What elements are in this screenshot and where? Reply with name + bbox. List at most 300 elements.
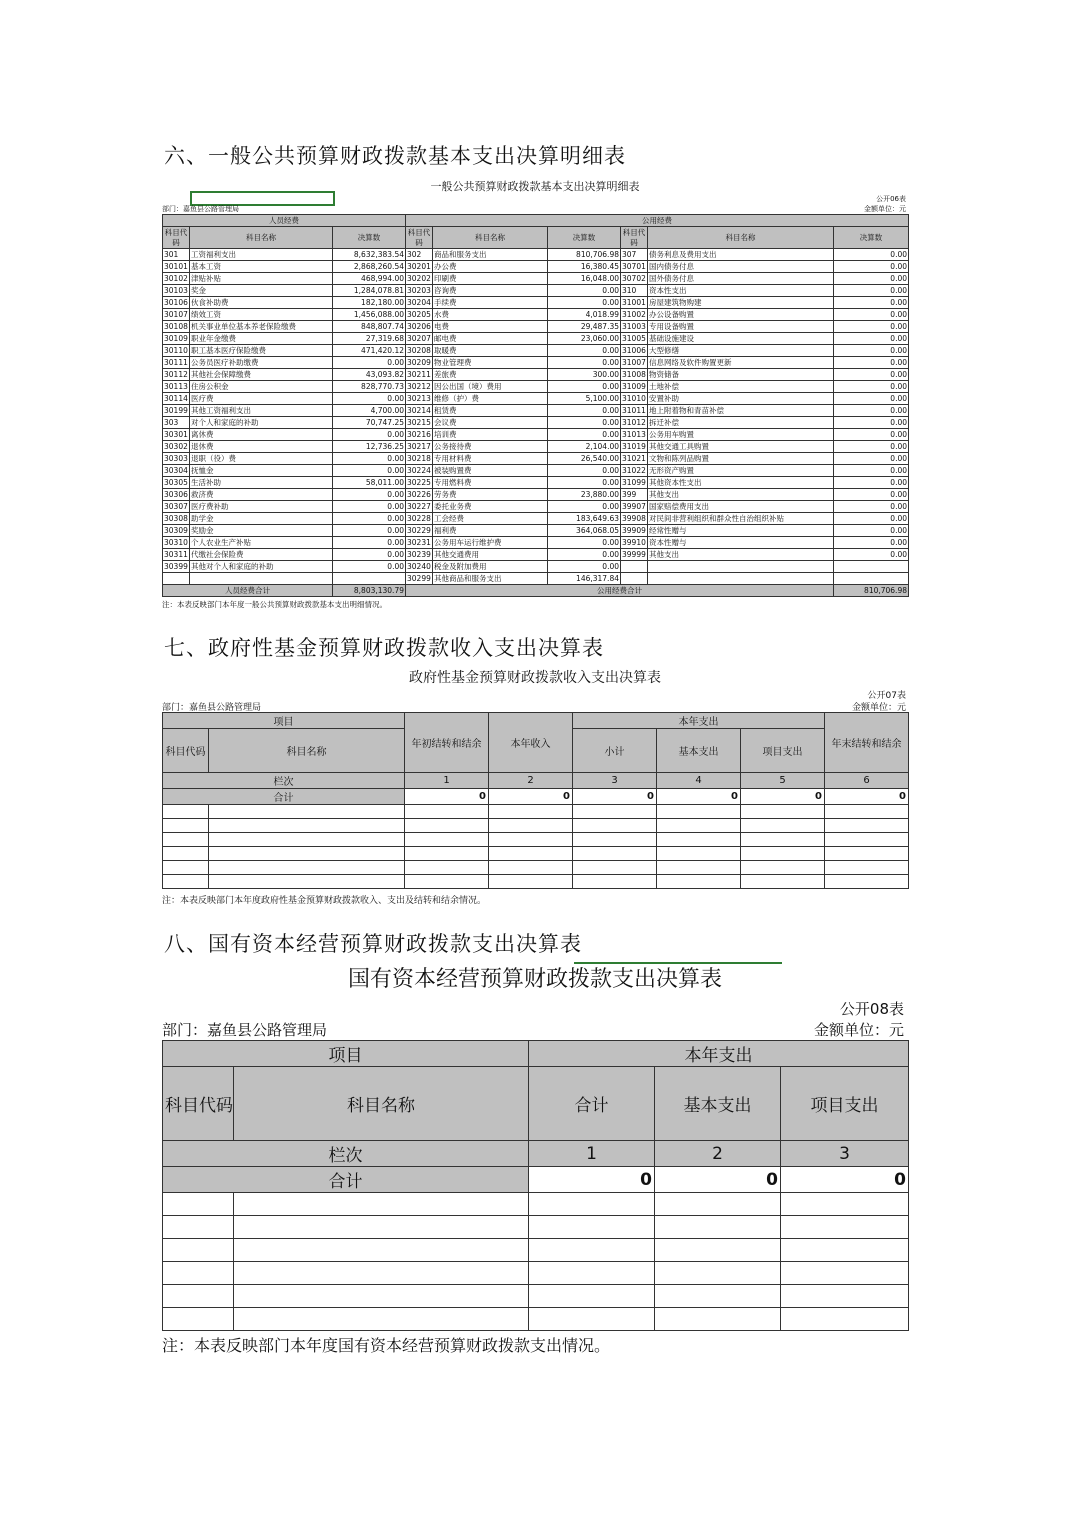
table-cell: 30217 (407, 442, 431, 451)
empty-cell (234, 1262, 529, 1285)
empty-cell (405, 861, 489, 875)
table6-note: 注：本表反映部门本年度一般公共预算财政拨款基本支出明细情况。 (162, 600, 387, 609)
t7-total: 0 (825, 789, 909, 805)
table-cell: 伙食补助费 (190, 297, 333, 309)
empty-cell (825, 847, 909, 861)
table-cell: 30201 (407, 262, 431, 271)
t8-total: 0 (655, 1167, 781, 1193)
table-cell: 工会经费 (433, 513, 548, 525)
table-cell: 0.00 (333, 357, 406, 369)
table-cell: 0.00 (834, 501, 909, 513)
empty-cell (234, 1216, 529, 1239)
table-cell: 8,632,383.54 (333, 249, 406, 261)
table-cell: 差旅费 (433, 369, 548, 381)
empty-row (163, 1262, 909, 1285)
table-cell: 30216 (407, 430, 431, 439)
table-cell: 福利费 (433, 525, 548, 537)
t7-subtotal: 小计 (573, 729, 657, 773)
table-cell: 公务用车购置 (648, 429, 834, 441)
empty-cell (741, 861, 825, 875)
table-cell: 绩效工资 (190, 309, 333, 321)
table-cell: 0.00 (834, 429, 909, 441)
table-cell: 31007 (622, 358, 646, 367)
table-cell: 0.00 (548, 357, 621, 369)
table6-sheet (162, 176, 908, 610)
table-cell: 310 (621, 285, 648, 297)
table-cell: 31002 (622, 310, 646, 319)
table-row (163, 489, 909, 501)
table-cell: 0.00 (834, 273, 909, 285)
table-row (163, 309, 909, 321)
table-cell (834, 561, 909, 573)
table-cell: 39999 (622, 550, 646, 559)
table-cell: 其他对个人和家庭的补助 (190, 561, 333, 573)
empty-cell (655, 1285, 781, 1308)
table-cell: 安置补助 (648, 393, 834, 405)
table-cell: 43,093.82 (333, 369, 406, 381)
table-row (163, 537, 909, 549)
t7-total: 0 (573, 789, 657, 805)
table-cell: 公务用车运行维护费 (433, 537, 548, 549)
empty-cell (163, 1308, 234, 1331)
table-cell: 0.00 (834, 489, 909, 501)
table-cell: 39907 (622, 502, 646, 511)
table7-title: 政府性基金预算财政拨款收入支出决算表 (409, 670, 661, 686)
empty-cell (657, 833, 741, 847)
cell-selection (574, 962, 782, 964)
t7-total: 0 (657, 789, 741, 805)
table6-dept: 部门：嘉鱼县公路管理局 (162, 205, 239, 213)
empty-cell (163, 833, 209, 847)
table-row (163, 369, 909, 381)
table-cell: 0.00 (834, 333, 909, 345)
col-amount: 决算数 (834, 227, 909, 249)
table-cell: 物业管理费 (433, 357, 548, 369)
table-cell: 代缴社会保险费 (190, 549, 333, 561)
empty-cell (825, 875, 909, 889)
col-amount: 决算数 (333, 227, 406, 249)
table7 (162, 712, 909, 889)
empty-cell (163, 1216, 234, 1239)
table-cell (621, 573, 648, 585)
table-cell: 30101 (164, 262, 188, 271)
table-row (163, 381, 909, 393)
table-cell: 31008 (622, 370, 646, 379)
table-cell: 23,060.00 (548, 333, 621, 345)
table8-unit: 金额单位：元 (813, 1021, 904, 1039)
table-cell: 39910 (622, 538, 646, 547)
empty-cell (741, 875, 825, 889)
table7-unit: 金额单位：元 (851, 703, 906, 713)
table-cell: 30206 (407, 322, 431, 331)
table-cell: 0.00 (333, 465, 406, 477)
table-cell: 办公费 (433, 261, 548, 273)
table-cell: 30302 (164, 442, 188, 451)
table-cell: 0.00 (333, 453, 406, 465)
table-cell: 30311 (164, 550, 188, 559)
table-cell: 30108 (164, 322, 188, 331)
table8-note: 注：本表反映部门本年度国有资本经营预算财政拨款支出情况。 (162, 1336, 611, 1355)
empty-cell (529, 1285, 655, 1308)
table-cell: 奖励金 (190, 525, 333, 537)
empty-row (163, 833, 909, 847)
table-cell: 30209 (407, 358, 431, 367)
table-cell: 30111 (164, 358, 188, 367)
table-cell: 劳务费 (433, 489, 548, 501)
empty-cell (163, 819, 209, 833)
empty-cell (825, 805, 909, 819)
empty-row (163, 1239, 909, 1262)
table-cell: 退职（役）费 (190, 453, 333, 465)
empty-cell (209, 861, 405, 875)
table-cell: 维修（护）费 (433, 393, 548, 405)
t8-total-col: 合计 (529, 1067, 655, 1141)
empty-cell (529, 1239, 655, 1262)
table-cell: 30112 (164, 370, 188, 379)
t7-expense: 本年支出 (573, 713, 825, 729)
empty-cell (657, 861, 741, 875)
table-cell: 培训费 (433, 429, 548, 441)
table-cell: 30304 (164, 466, 188, 475)
empty-cell (234, 1285, 529, 1308)
table-cell: 848,807.74 (333, 321, 406, 333)
table-row (163, 417, 909, 429)
table-cell: 印刷费 (433, 273, 548, 285)
empty-cell (657, 875, 741, 889)
table-cell: 无形资产购置 (648, 465, 834, 477)
t8-expense: 本年支出 (529, 1041, 909, 1067)
table-cell: 30211 (407, 370, 431, 379)
t8-project: 项目支出 (781, 1067, 909, 1141)
table-cell: 39908 (622, 514, 646, 523)
table8-form-no: 公开08表 (839, 1000, 904, 1018)
table-cell: 救济费 (190, 489, 333, 501)
table-cell: 31021 (622, 454, 646, 463)
empty-cell (825, 819, 909, 833)
empty-cell (781, 1262, 909, 1285)
empty-cell (655, 1239, 781, 1262)
t7-income: 本年收入 (489, 713, 573, 773)
t7-colno: 4 (657, 773, 741, 789)
t8-code: 科目代码 (163, 1067, 234, 1141)
table-cell: 5,100.00 (548, 393, 621, 405)
empty-cell (209, 833, 405, 847)
t7-item: 项目 (163, 713, 405, 729)
table-row (163, 573, 909, 585)
table-cell: 土地补偿 (648, 381, 834, 393)
col-code: 科目代码 (163, 227, 190, 249)
table-row (163, 465, 909, 477)
empty-row (163, 1308, 909, 1331)
table-cell: 307 (621, 249, 648, 261)
t7-project: 项目支出 (741, 729, 825, 773)
empty-cell (209, 805, 405, 819)
table-cell: 30218 (407, 454, 431, 463)
table-cell: 30215 (407, 418, 431, 427)
table-cell: 办公设备购置 (648, 309, 834, 321)
table-cell: 30308 (164, 514, 188, 523)
table-row (163, 501, 909, 513)
table-cell: 0.00 (333, 393, 406, 405)
empty-cell (741, 819, 825, 833)
table6 (162, 214, 909, 597)
empty-cell (781, 1239, 909, 1262)
empty-cell (234, 1308, 529, 1331)
table-cell: 退休费 (190, 441, 333, 453)
table-cell: 30226 (407, 490, 431, 499)
table-cell: 0.00 (333, 501, 406, 513)
empty-cell (573, 833, 657, 847)
table-row (163, 285, 909, 297)
col-code: 科目代码 (621, 227, 648, 249)
empty-cell (529, 1216, 655, 1239)
empty-cell (573, 861, 657, 875)
empty-cell (163, 805, 209, 819)
t7-name: 科目名称 (209, 729, 405, 773)
table-cell: 咨询费 (433, 285, 548, 297)
table-cell: 30203 (407, 286, 431, 295)
table-cell: 810,706.98 (548, 249, 621, 261)
empty-cell (489, 847, 573, 861)
table-cell: 拆迁补偿 (648, 417, 834, 429)
table-cell: 1,456,088.00 (333, 309, 406, 321)
table-cell (333, 573, 406, 585)
table-cell: 471,420.12 (333, 345, 406, 357)
table-cell: 国家赔偿费用支出 (648, 501, 834, 513)
empty-cell (657, 805, 741, 819)
empty-cell (405, 805, 489, 819)
table-cell: 其他工资福利支出 (190, 405, 333, 417)
empty-cell (655, 1216, 781, 1239)
table-cell: 0.00 (834, 357, 909, 369)
table8-dept: 部门：嘉鱼县公路管理局 (162, 1021, 328, 1039)
empty-cell (163, 1285, 234, 1308)
table-cell: 房屋建筑物购建 (648, 297, 834, 309)
empty-cell (781, 1285, 909, 1308)
table-cell: 专用燃料费 (433, 477, 548, 489)
table-cell: 委托业务费 (433, 501, 548, 513)
table-cell: 0.00 (834, 393, 909, 405)
empty-cell (741, 847, 825, 861)
table-cell: 0.00 (834, 249, 909, 261)
col-amount: 决算数 (548, 227, 621, 249)
table-cell: 30214 (407, 406, 431, 415)
table6-title: 一般公共预算财政拨款基本支出决算明细表 (430, 180, 640, 193)
table-cell: 30702 (622, 274, 646, 283)
table-cell: 399 (621, 489, 648, 501)
empty-cell (825, 833, 909, 847)
table-row (163, 453, 909, 465)
table-cell (648, 561, 834, 573)
table-cell: 医疗费 (190, 393, 333, 405)
table-cell: 468,994.00 (333, 273, 406, 285)
empty-cell (489, 861, 573, 875)
table-cell: 职工基本医疗保险缴费 (190, 345, 333, 357)
table-cell: 364,068.05 (548, 525, 621, 537)
table-cell: 2,868,260.54 (333, 261, 406, 273)
table8-title: 国有资本经营预算财政拨款支出决算表 (347, 967, 722, 992)
table-cell: 30399 (164, 562, 188, 571)
table-cell: 0.00 (834, 369, 909, 381)
table-cell: 0.00 (834, 261, 909, 273)
empty-cell (573, 819, 657, 833)
table-cell: 30239 (407, 550, 431, 559)
table-cell: 0.00 (834, 345, 909, 357)
table-cell: 30299 (407, 574, 431, 583)
empty-cell (489, 819, 573, 833)
table-cell: 0.00 (834, 549, 909, 561)
table-cell: 机关事业单位基本养老保险缴费 (190, 321, 333, 333)
t7-total: 0 (405, 789, 489, 805)
personnel-header: 人员经费 (163, 215, 406, 227)
table-cell: 30306 (164, 490, 188, 499)
table-cell: 30307 (164, 502, 188, 511)
table-cell: 津贴补贴 (190, 273, 333, 285)
table6-unit: 金额单位：元 (864, 205, 906, 213)
empty-row (163, 805, 909, 819)
empty-cell (234, 1193, 529, 1216)
table-cell: 国外债务付息 (648, 273, 834, 285)
empty-row (163, 1193, 909, 1216)
table-cell: 抚恤金 (190, 465, 333, 477)
table-cell: 182,180.00 (333, 297, 406, 309)
empty-cell (163, 1239, 234, 1262)
table-cell: 0.00 (548, 501, 621, 513)
table-row (163, 549, 909, 561)
t8-colno-label: 栏次 (163, 1141, 529, 1167)
table-cell: 其他社会保障缴费 (190, 369, 333, 381)
table-cell: 30204 (407, 298, 431, 307)
table-cell: 0.00 (333, 489, 406, 501)
table-cell (163, 573, 190, 585)
table-cell: 300.00 (548, 369, 621, 381)
empty-cell (529, 1193, 655, 1216)
table-cell: 职业年金缴费 (190, 333, 333, 345)
section-heading-6: 六、一般公共预算财政拨款基本支出决算明细表 (164, 144, 626, 168)
t7-basic: 基本支出 (657, 729, 741, 773)
table-cell: 专用材料费 (433, 453, 548, 465)
t8-name: 科目名称 (234, 1067, 529, 1141)
t7-end: 年末结转和结余 (825, 713, 909, 773)
table7-form-no: 公开07表 (867, 691, 906, 701)
table-cell: 其他交通工具购置 (648, 441, 834, 453)
table-cell: 0.00 (548, 345, 621, 357)
t7-colno-label: 栏次 (163, 773, 405, 789)
table-cell: 公务接待费 (433, 441, 548, 453)
section-heading-7: 七、政府性基金预算财政拨款收入支出决算表 (164, 636, 604, 660)
table-cell: 其他支出 (648, 489, 834, 501)
table-cell: 183,649.63 (548, 513, 621, 525)
empty-cell (489, 805, 573, 819)
table-row (163, 357, 909, 369)
table-cell: 301 (163, 249, 190, 261)
empty-cell (489, 833, 573, 847)
t7-colno: 6 (825, 773, 909, 789)
t8-colno: 2 (655, 1141, 781, 1167)
table-cell: 303 (163, 417, 190, 429)
table-cell: 31006 (622, 346, 646, 355)
table-cell: 对民间非营利组织和群众性自治组织补贴 (648, 513, 834, 525)
table-cell: 离休费 (190, 429, 333, 441)
table-row (163, 405, 909, 417)
table8-sheet (162, 962, 908, 1356)
table-cell (621, 561, 648, 573)
table-cell: 0.00 (834, 441, 909, 453)
table-cell: 0.00 (834, 525, 909, 537)
empty-row (163, 1216, 909, 1239)
table-cell: 0.00 (333, 513, 406, 525)
table-cell: 取暖费 (433, 345, 548, 357)
table-cell: 医疗费补助 (190, 501, 333, 513)
table-cell: 302 (406, 249, 433, 261)
table-cell: 其他支出 (648, 549, 834, 561)
table-cell: 30303 (164, 454, 188, 463)
empty-row (163, 847, 909, 861)
table-cell: 31001 (622, 298, 646, 307)
table-cell: 手续费 (433, 297, 548, 309)
table-cell: 30199 (164, 406, 188, 415)
table-cell: 31013 (622, 430, 646, 439)
t7-total: 0 (489, 789, 573, 805)
empty-cell (657, 819, 741, 833)
table-cell (190, 573, 333, 585)
table-cell: 其他资本性支出 (648, 477, 834, 489)
empty-cell (163, 1193, 234, 1216)
table-cell: 58,011.00 (333, 477, 406, 489)
table-cell: 31012 (622, 418, 646, 427)
table-cell: 828,770.73 (333, 381, 406, 393)
table-cell: 146,317.84 (548, 573, 621, 585)
table-cell: 其他商品和服务支出 (433, 573, 548, 585)
table-cell: 16,380.45 (548, 261, 621, 273)
table-cell: 12,736.25 (333, 441, 406, 453)
table-cell: 30212 (407, 382, 431, 391)
table-cell: 0.00 (333, 537, 406, 549)
table-cell: 29,487.35 (548, 321, 621, 333)
table-row (163, 441, 909, 453)
t7-total: 0 (741, 789, 825, 805)
empty-row (163, 861, 909, 875)
table-cell: 个人农业生产补贴 (190, 537, 333, 549)
table-cell: 0.00 (548, 549, 621, 561)
table-cell: 30224 (407, 466, 431, 475)
table-cell: 23,880.00 (548, 489, 621, 501)
table-cell: 31011 (622, 406, 646, 415)
col-name: 科目名称 (648, 227, 834, 249)
table-cell: 30202 (407, 274, 431, 283)
table-cell: 30213 (407, 394, 431, 403)
table-cell: 4,018.99 (548, 309, 621, 321)
personnel-total: 8,803,130.79 (333, 585, 406, 597)
public-total-label: 公用经费合计 (406, 585, 834, 597)
table-cell: 2,104.00 (548, 441, 621, 453)
t7-code: 科目代码 (163, 729, 209, 773)
t7-colno: 5 (741, 773, 825, 789)
table-cell: 31010 (622, 394, 646, 403)
table-cell: 31019 (622, 442, 646, 451)
table-cell: 资本性支出 (648, 285, 834, 297)
table-cell: 30305 (164, 478, 188, 487)
empty-cell (209, 847, 405, 861)
table-cell: 0.00 (834, 537, 909, 549)
empty-cell (825, 861, 909, 875)
empty-cell (163, 875, 209, 889)
table-cell: 助学金 (190, 513, 333, 525)
table-cell: 因公出国（境）费用 (433, 381, 548, 393)
table-cell: 30228 (407, 514, 431, 523)
empty-row (163, 819, 909, 833)
table-cell: 30310 (164, 538, 188, 547)
